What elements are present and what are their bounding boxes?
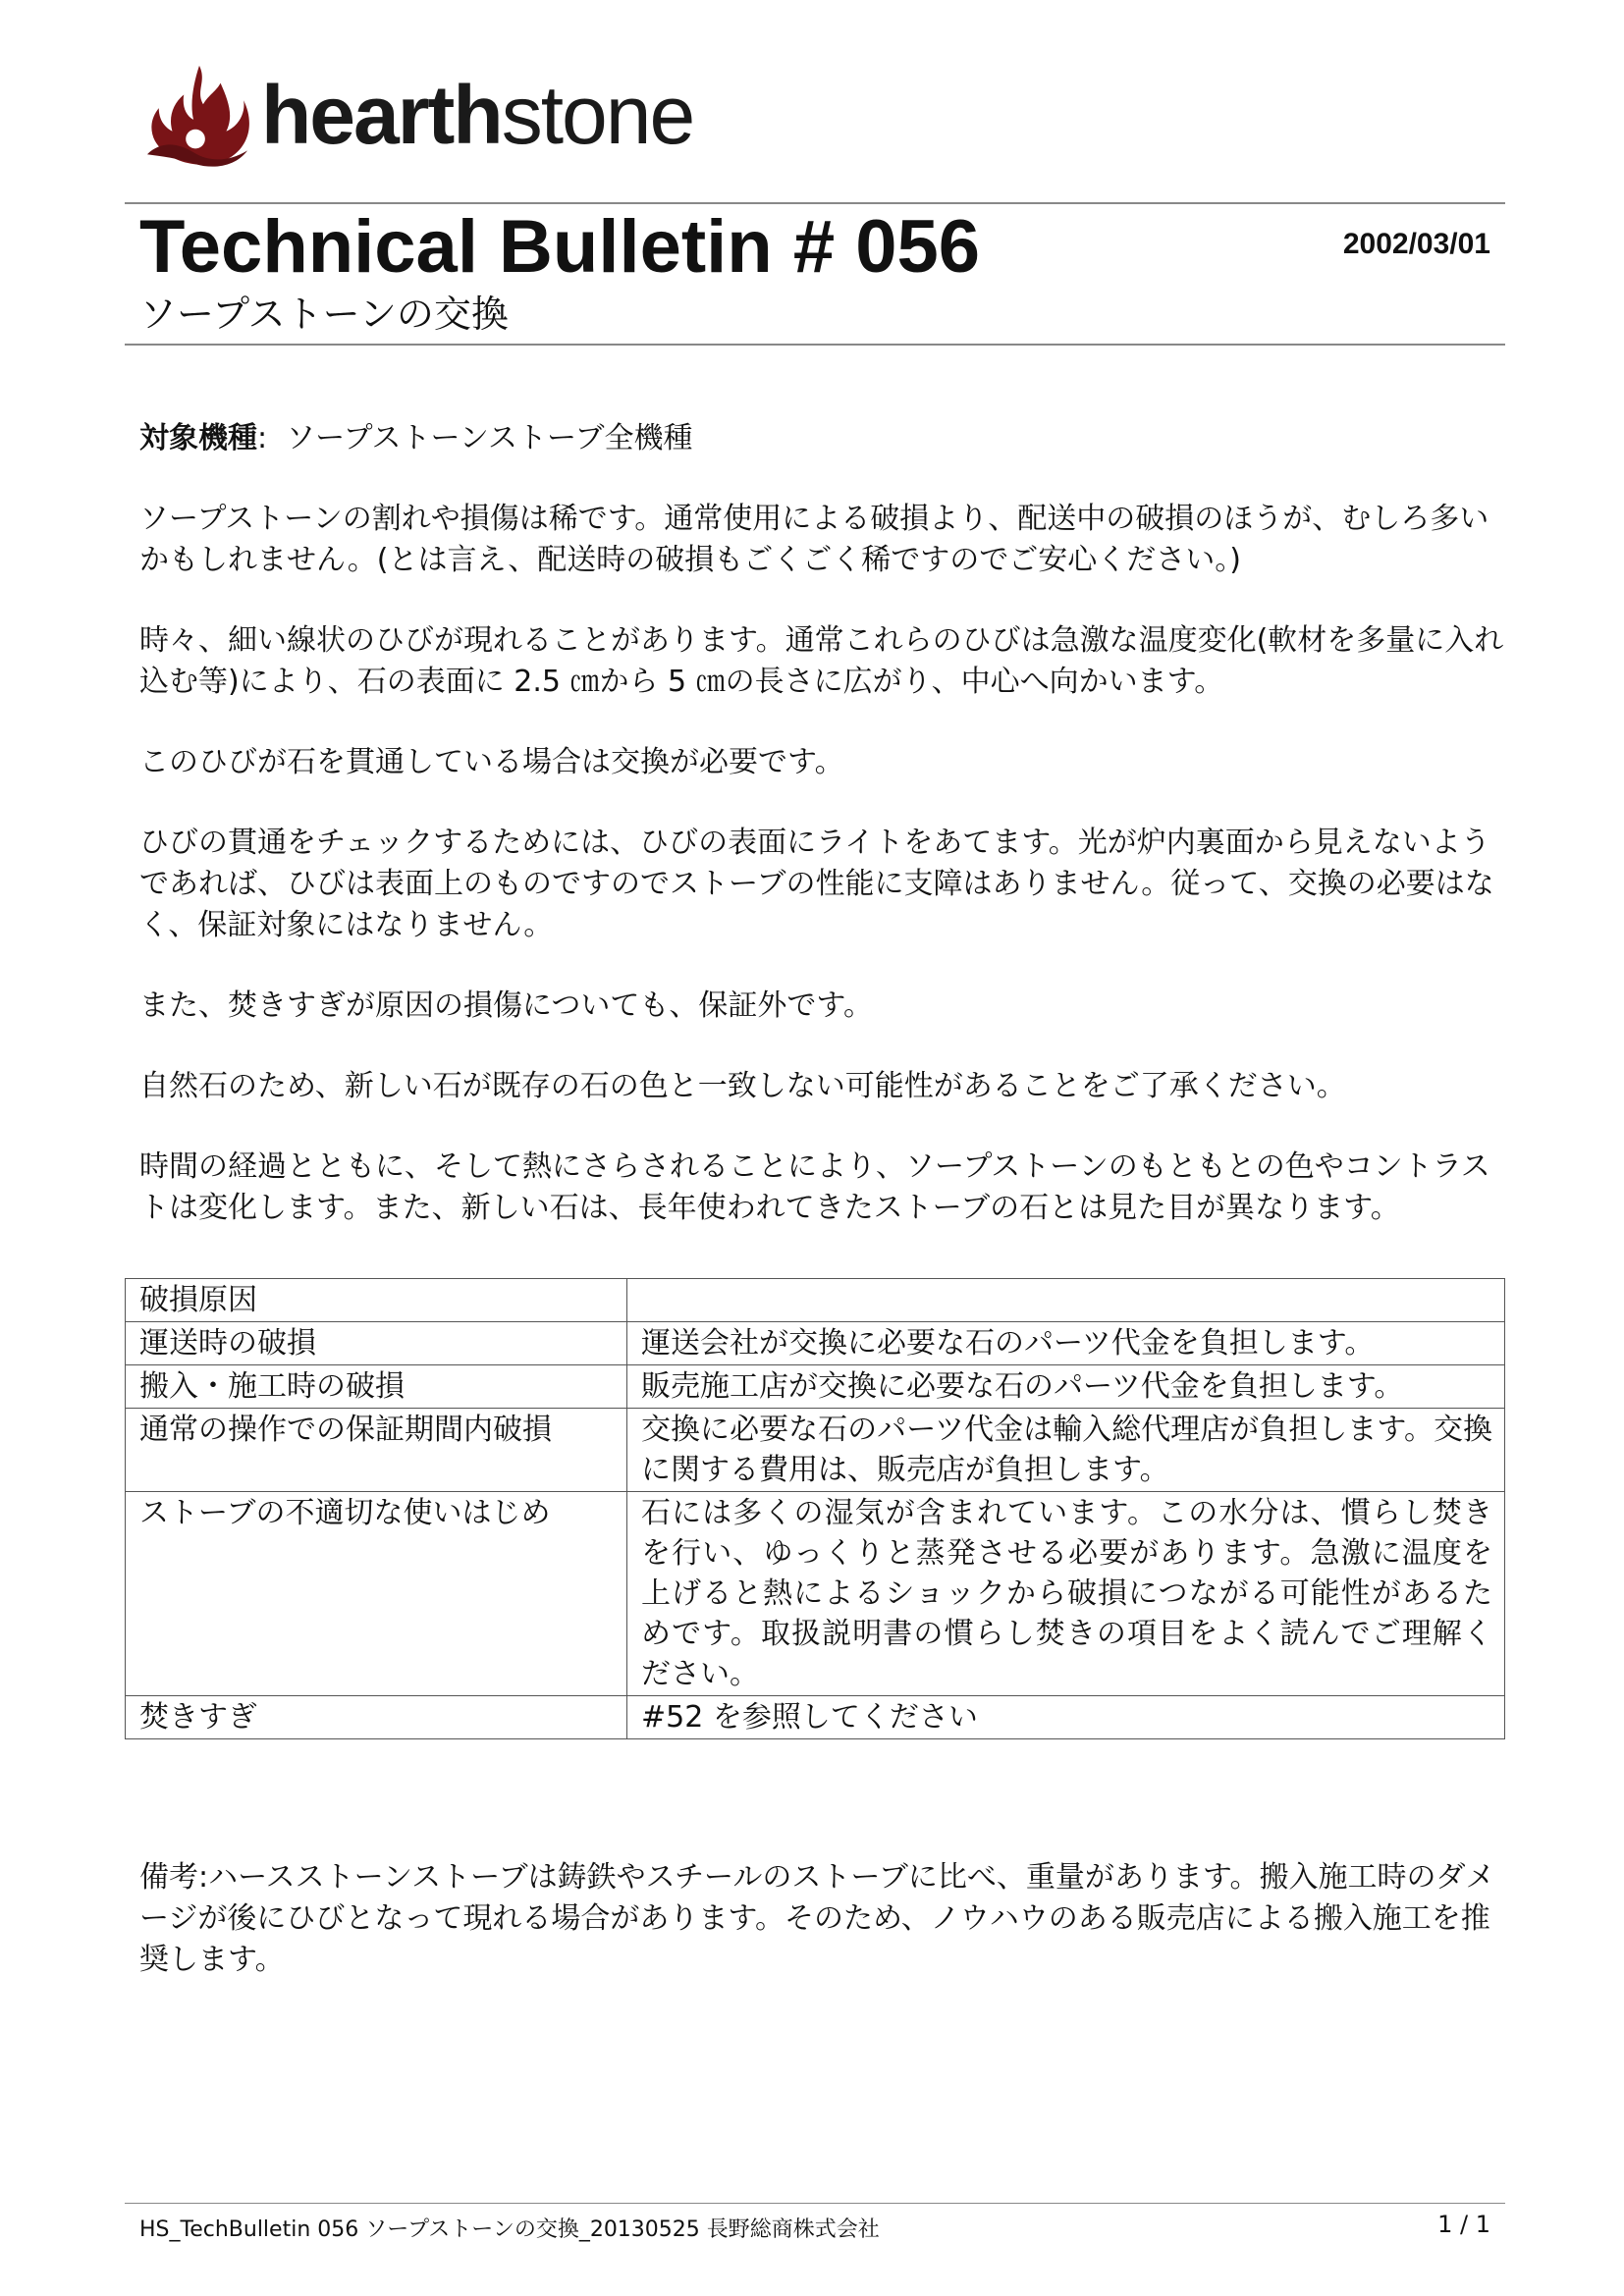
paragraph: このひびが石を貫通している場合は交換が必要です。 (139, 745, 844, 779)
damage-cause-table (125, 1278, 1505, 1739)
paragraph: 時間の経過とともに、そして熱にさらされることにより、ソープストーンのもともとの色やコントラストは変化します。また、新しい石は、長年使われてきたストーブの石とは見た目が異なります。 (139, 1149, 1490, 1225)
cause-cell: 焚きすぎ (126, 1696, 627, 1739)
footer-document-id: HS_TechBulletin 056 ソープストーンの交換_20130525 長野総商株式会社 (139, 2217, 880, 2242)
footer-rule (125, 2203, 1505, 2204)
brand-logo (139, 61, 693, 169)
page-number: 1 / 1 (1437, 2211, 1490, 2238)
table-row (126, 1696, 1505, 1739)
table-row (126, 1322, 1505, 1365)
responsibility-cell: 石には多くの湿気が含まれています。この水分は、慣らし焚きを行い、ゆっくりと蒸発させる必要があります。急激に温度を上げると熱によるショックから破損につながる可能性があるためです。取扱説明書の慣らし焚きの項目をよく読んでご理解ください。 (627, 1492, 1505, 1696)
target-models: 対象機種: ソープストーンストーブ全機種 (139, 421, 693, 455)
table-row (126, 1365, 1505, 1409)
table-header-row (126, 1279, 1505, 1322)
cause-cell: 運送時の破損 (126, 1322, 627, 1365)
responsibility-cell: 交換に必要な石のパーツ代金は輸入総代理店が負担します。交換に関する費用は、販売店が負担します。 (627, 1409, 1505, 1492)
header-top-rule (125, 202, 1505, 204)
paragraph: ひびの貫通をチェックするためには、ひびの表面にライトをあてます。光が炉内裏面から見えないようであれば、ひびは表面上のものですのでストーブの性能に支障はありません。従って、交換の必要はなく、保証対象にはなりません。 (139, 826, 1494, 942)
paragraph: また、焚きすぎが原因の損傷についても、保証外です。 (139, 988, 873, 1023)
cause-cell: 通常の操作での保証期間内破損 (126, 1409, 627, 1492)
table-row (126, 1492, 1505, 1696)
remarks-note: 備考:ハースストーンストーブは鋳鉄やスチールのストーブに比べ、重量があります。搬入施工時のダメージが後にひびとなって現れる場合があります。そのため、ノウハウのある販売店による搬入施工を推奨します。 (139, 1860, 1495, 1977)
target-value: ソープストーンストーブ全機種 (286, 421, 693, 455)
header-bottom-rule (125, 344, 1505, 346)
paragraph: ソープストーンの割れや損傷は稀です。通常使用による破損より、配送中の破損のほうが、むしろ多いかもしれません。(とは言え、配送時の破損もごくごく稀ですのでご安心ください。) (139, 502, 1489, 577)
bulletin-subtitle: ソープストーンの交換 (139, 293, 509, 336)
flame-icon (139, 62, 255, 168)
bulletin-title: Technical Bulletin # 056 (139, 205, 981, 289)
bulletin-date: 2002/03/01 (1342, 228, 1490, 260)
responsibility-cell: 販売施工店が交換に必要な石のパーツ代金を負担します。 (627, 1365, 1505, 1409)
paragraph: 時々、細い線状のひびが現れることがあります。通常これらのひびは急激な温度変化(軟材を多量に入れ込む等)により、石の表面に 2.5 ㎝から 5 ㎝の長さに広がり、中心へ向かいます。 (139, 623, 1504, 699)
cause-cell: ストーブの不適切な使いはじめ (126, 1492, 627, 1696)
table-row (126, 1409, 1505, 1492)
cause-cell: 搬入・施工時の破損 (126, 1365, 627, 1409)
paragraph: 自然石のため、新しい石が既存の石の色と一致しない可能性があることをご了承ください。 (139, 1069, 1346, 1103)
responsibility-cell: 運送会社が交換に必要な石のパーツ代金を負担します。 (627, 1322, 1505, 1365)
responsibility-cell: #52 を参照してください (627, 1696, 1505, 1739)
target-label: 対象機種 (139, 421, 257, 455)
bulletin-body (139, 418, 1504, 1268)
table-header-cell (627, 1279, 1505, 1322)
logo-wordmark: hearthstone (261, 69, 694, 161)
table-header-cell: 破損原因 (126, 1279, 627, 1322)
